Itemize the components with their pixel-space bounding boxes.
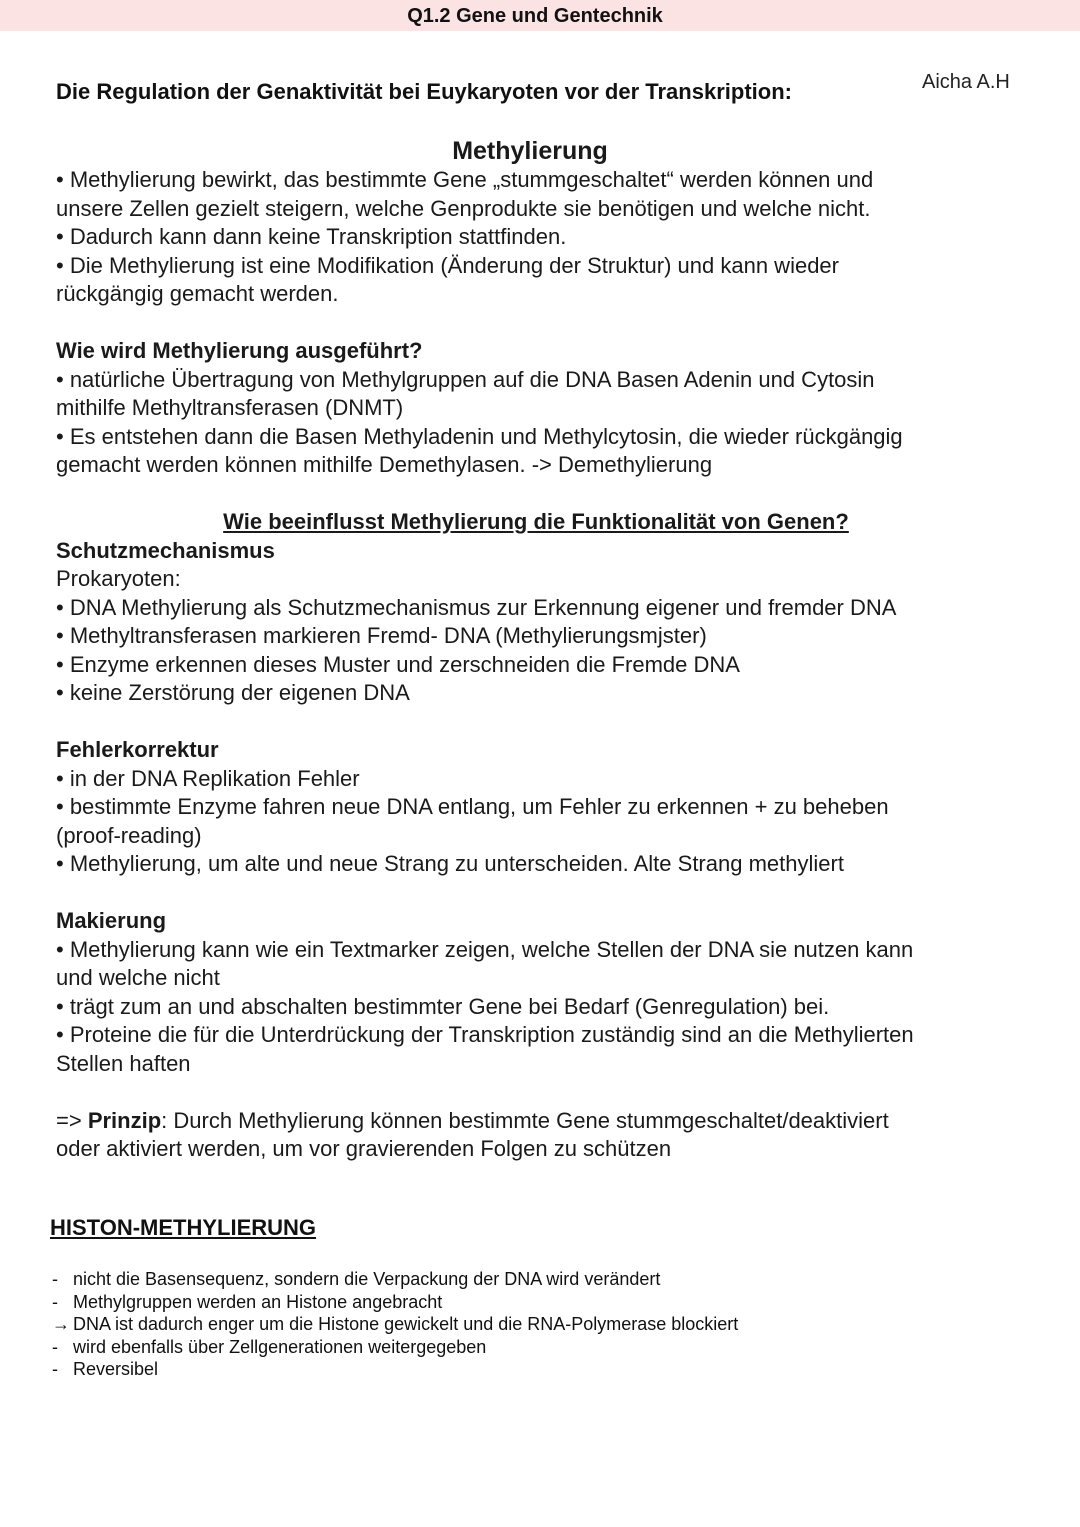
dash-marker: -	[52, 1291, 58, 1312]
list-item-text: Methylgruppen werden an Histone angebracht	[73, 1291, 443, 1312]
histon-title: HISTON-METHYLIERUNG	[50, 1215, 317, 1240]
histon-section	[50, 1215, 1030, 1381]
methylierung-line: • Methylierung bewirkt, das bestimmte Gene „stummgeschaltet“ werden können und	[56, 167, 874, 192]
list-item-text: Reversibel	[73, 1359, 159, 1379]
list-item-text: DNA ist dadurch enger um die Histone gewickelt und die RNA-Polymerase blockiert	[73, 1314, 739, 1334]
arrow-right-icon: →	[52, 1314, 70, 1334]
fehler-line: • Methylierung, um alte und neue Strang zu unterscheiden. Alte Strang methyliert	[56, 851, 844, 876]
spacer	[56, 879, 1016, 908]
prinzip-prefix: =>	[56, 1107, 88, 1133]
fehler-line: (proof-reading)	[56, 822, 202, 848]
list-item	[50, 1268, 1030, 1291]
makierung-line: • Proteine die für die Unterdrückung der Transkription zuständig sind an die Methylierten	[56, 1022, 914, 1047]
heading-fehlerkorrektur: Fehlerkorrektur	[56, 737, 219, 762]
spacer	[56, 309, 1016, 338]
schutz-line: • DNA Methylierung als Schutzmechanismus zur Erkennung eigener und fremder DNA	[56, 594, 897, 620]
methylierung-line: unsere Zellen gezielt steigern, welche Genprodukte sie benötigen und welche nicht.	[56, 195, 871, 221]
list-item	[50, 1336, 1030, 1359]
schutz-line: Prokaryoten:	[56, 566, 181, 591]
page-header-title: Q1.2 Gene und Gentechnik	[407, 5, 663, 27]
list-item-text: nicht die Basensequenz, sondern die Verpackung der DNA wird verändert	[73, 1269, 661, 1289]
prinzip-line-1	[56, 1107, 1016, 1136]
spacer	[56, 1078, 1016, 1107]
ausfuehrung-line: gemacht werden können mithilfe Demethylasen. -> Demethylierung	[56, 452, 713, 477]
spacer	[56, 708, 1016, 737]
methylierung-line: • Die Methylierung ist eine Modifikation (Änderung der Struktur) und kann wieder	[56, 252, 839, 278]
fehler-line: • in der DNA Replikation Fehler	[56, 765, 360, 791]
makierung-line: • trägt zum an und abschalten bestimmter Gene bei Bedarf (Genregulation) bei.	[56, 993, 830, 1019]
list-item	[50, 1358, 1030, 1381]
list-item	[50, 1291, 1030, 1314]
ausfuehrung-line: mithilfe Methyltransferasen (DNMT)	[56, 395, 404, 420]
section-title-funktion: Wie beeinflusst Methylierung die Funktionalität von Genen?	[223, 509, 849, 534]
fehler-line: • bestimmte Enzyme fahren neue DNA entlang, um Fehler zu erkennen + zu beheben	[56, 794, 889, 819]
schutz-line: • Enzyme erkennen dieses Muster und zerschneiden die Fremde DNA	[56, 651, 740, 677]
schutz-line: • Methyltransferasen markieren Fremd- DNA (Methylierungsmjster)	[56, 623, 707, 648]
ausfuehrung-line: • natürliche Übertragung von Methylgruppen auf die DNA Basen Adenin und Cytosin	[56, 366, 875, 392]
dash-marker: -	[52, 1359, 58, 1379]
heading-schutzmechanismus: Schutzmechanismus	[56, 537, 275, 563]
list-item-text: wird ebenfalls über Zellgenerationen weitergegeben	[73, 1336, 487, 1357]
makierung-line: und welche nicht	[56, 965, 220, 990]
prinzip-text: : Durch Methylierung können bestimmte Gene stummgeschaltet/deaktiviert	[161, 1107, 889, 1133]
schutz-line: • keine Zerstörung der eigenen DNA	[56, 680, 410, 705]
methylierung-line: • Dadurch kann dann keine Transkription stattfinden.	[56, 224, 567, 249]
spacer	[56, 480, 1016, 509]
histon-list	[50, 1268, 1030, 1381]
document-title: Die Regulation der Genaktivität bei Euykaryoten vor der Transkription:	[56, 79, 792, 104]
methylierung-line: rückgängig gemacht werden.	[56, 281, 339, 306]
main-content	[56, 136, 1016, 1164]
dash-marker: -	[52, 1269, 58, 1289]
ausfuehrung-line: • Es entstehen dann die Basen Methyladenin und Methylcytosin, die wieder rückgängig	[56, 423, 903, 449]
dash-marker: -	[52, 1336, 58, 1357]
author-name: Aicha A.H	[922, 71, 1010, 93]
prinzip-line-2: oder aktiviert werden, um vor gravierenden Folgen zu schützen	[56, 1136, 672, 1161]
prinzip-label: Prinzip	[87, 1107, 162, 1133]
makierung-line: Stellen haften	[56, 1050, 191, 1076]
list-item	[50, 1313, 1030, 1336]
makierung-line: • Methylierung kann wie ein Textmarker zeigen, welche Stellen der DNA sie nutzen kann	[56, 936, 914, 962]
heading-ausfuehrung: Wie wird Methylierung ausgeführt?	[56, 338, 423, 363]
section-title-methylierung: Methylierung	[452, 137, 608, 165]
heading-makierung: Makierung	[56, 908, 167, 933]
